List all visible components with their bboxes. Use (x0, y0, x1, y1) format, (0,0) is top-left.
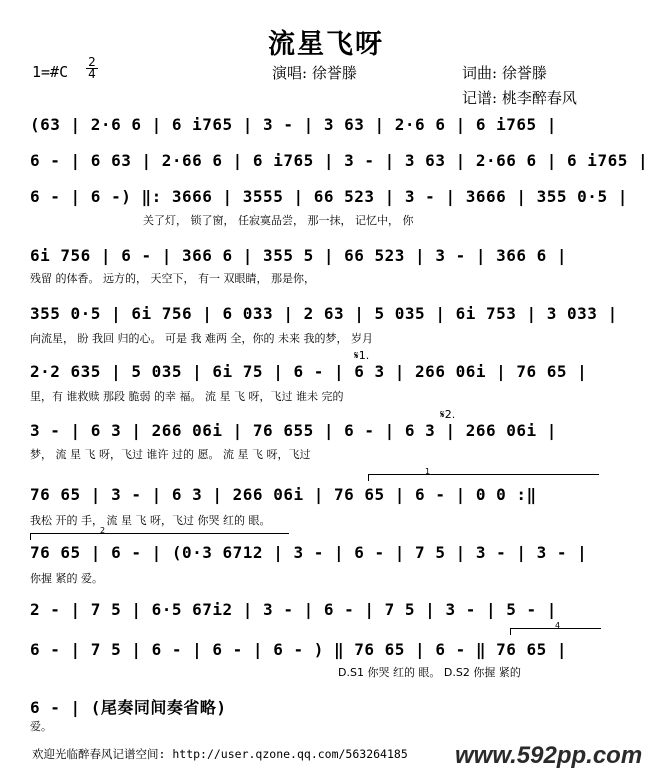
lyric-line-12: 爱。 (30, 720, 52, 733)
watermark-logo: www.592pp.com (455, 742, 643, 769)
volta-1-number: 1 (425, 467, 431, 476)
time-signature (86, 57, 98, 80)
lyric-line-3: 关了灯， 锁了窗， 任寂寞品尝， 那一抹， 记忆中， 你 (143, 214, 414, 227)
score-line-7: 3 - | 6 3 | 266 06i | 76 655 | 6 - | 6 3 | 266 06i | (30, 421, 557, 440)
volta-bracket-2 (30, 533, 289, 540)
singer-credit: 演唱: 徐誉滕 (272, 64, 357, 82)
time-signature-top: 2 (86, 57, 98, 69)
score-line-8: 76 65 | 3 - | 6 3 | 266 06i | 76 65 | 6 - | 0 0 :‖ (30, 485, 537, 504)
segno-2-mark: 𝄋2. (440, 408, 456, 421)
lyric-line-6: 里，有 谁救赎 那段 脆弱 的幸 福。 流 星 飞 呀，飞过 谁未 完的 (30, 390, 344, 403)
score-line-5: 355 0·5 | 6i 756 | 6 033 | 2 63 | 5 035 | 6i 753 | 3 033 | (30, 304, 618, 323)
lyric-line-4: 残留 的体香。 远方的， 天空下， 有一 双眼睛， 那是你， (30, 272, 315, 285)
song-title: 流星飞呀 (268, 29, 384, 60)
transcriber-credit: 记谱: 桃李醉春风 (462, 89, 577, 107)
lyric-line-7: 梦， 流 星 飞 呀，飞过 谁许 过的 愿。 流 星 飞 呀，飞过 (30, 448, 311, 461)
lyric-line-11: D.S1 你哭 红的 眼。 D.S2 你握 紧的 (338, 666, 521, 679)
score-line-9: 76 65 | 6 - | (0·3 6712 | 3 - | 6 - | 7 5 | 3 - | 3 - | (30, 543, 588, 562)
volta-2-number: 2 (100, 526, 106, 535)
lyric-line-5: 向流星， 盼 我回 归的心。 可是 我 难两 全，你的 未来 我的梦， 岁月 (30, 332, 373, 345)
lyrics-music-credit: 词曲: 徐誉滕 (462, 64, 547, 82)
score-line-10: 2 - | 7 5 | 6·5 67i2 | 3 - | 6 - | 7 5 | 3 - | 5 - | (30, 600, 557, 619)
segno-1-mark: 𝄋1. (354, 349, 370, 362)
footer-link-text: 欢迎光临醉春风记谱空间: http://user.qzone.qq.com/563264185 (32, 747, 408, 761)
lyric-line-8: 我松 开的 手， 流 星 飞 呀，飞过 你哭 红的 眼。 (30, 514, 271, 527)
lyric-line-9: 你握 紧的 爱。 (30, 572, 103, 585)
score-line-3: 6 - | 6 -) ‖: 3666 | 3555 | 66 523 | 3 - | 3666 | 355 0·5 | (30, 187, 628, 206)
volta-bracket-1 (368, 474, 599, 481)
key-signature: 1=#C (32, 63, 69, 81)
time-signature-bottom: 4 (88, 67, 96, 81)
score-line-4: 6i 756 | 6 - | 366 6 | 355 5 | 66 523 | 3 - | 366 6 | (30, 246, 568, 265)
score-line-11: 6 - | 7 5 | 6 - | 6 - | 6 - ) ‖ 76 65 | 6 - ‖ 76 65 | (30, 640, 568, 659)
score-line-6: 2·2 635 | 5 035 | 6i 75 | 6 - | 6 3 | 266 06i | 76 65 | (30, 362, 588, 381)
score-line-1: (63 | 2·6 6 | 6 i765 | 3 - | 3 63 | 2·6 6 | 6 i765 | (30, 115, 557, 134)
score-line-2: 6 - | 6 63 | 2·66 6 | 6 i765 | 3 - | 3 63 | 2·66 6 | 6 i765 | (30, 151, 649, 170)
volta-4-number: 4 (555, 621, 561, 630)
score-line-12: 6 - | (尾奏同间奏省略) (30, 698, 227, 717)
